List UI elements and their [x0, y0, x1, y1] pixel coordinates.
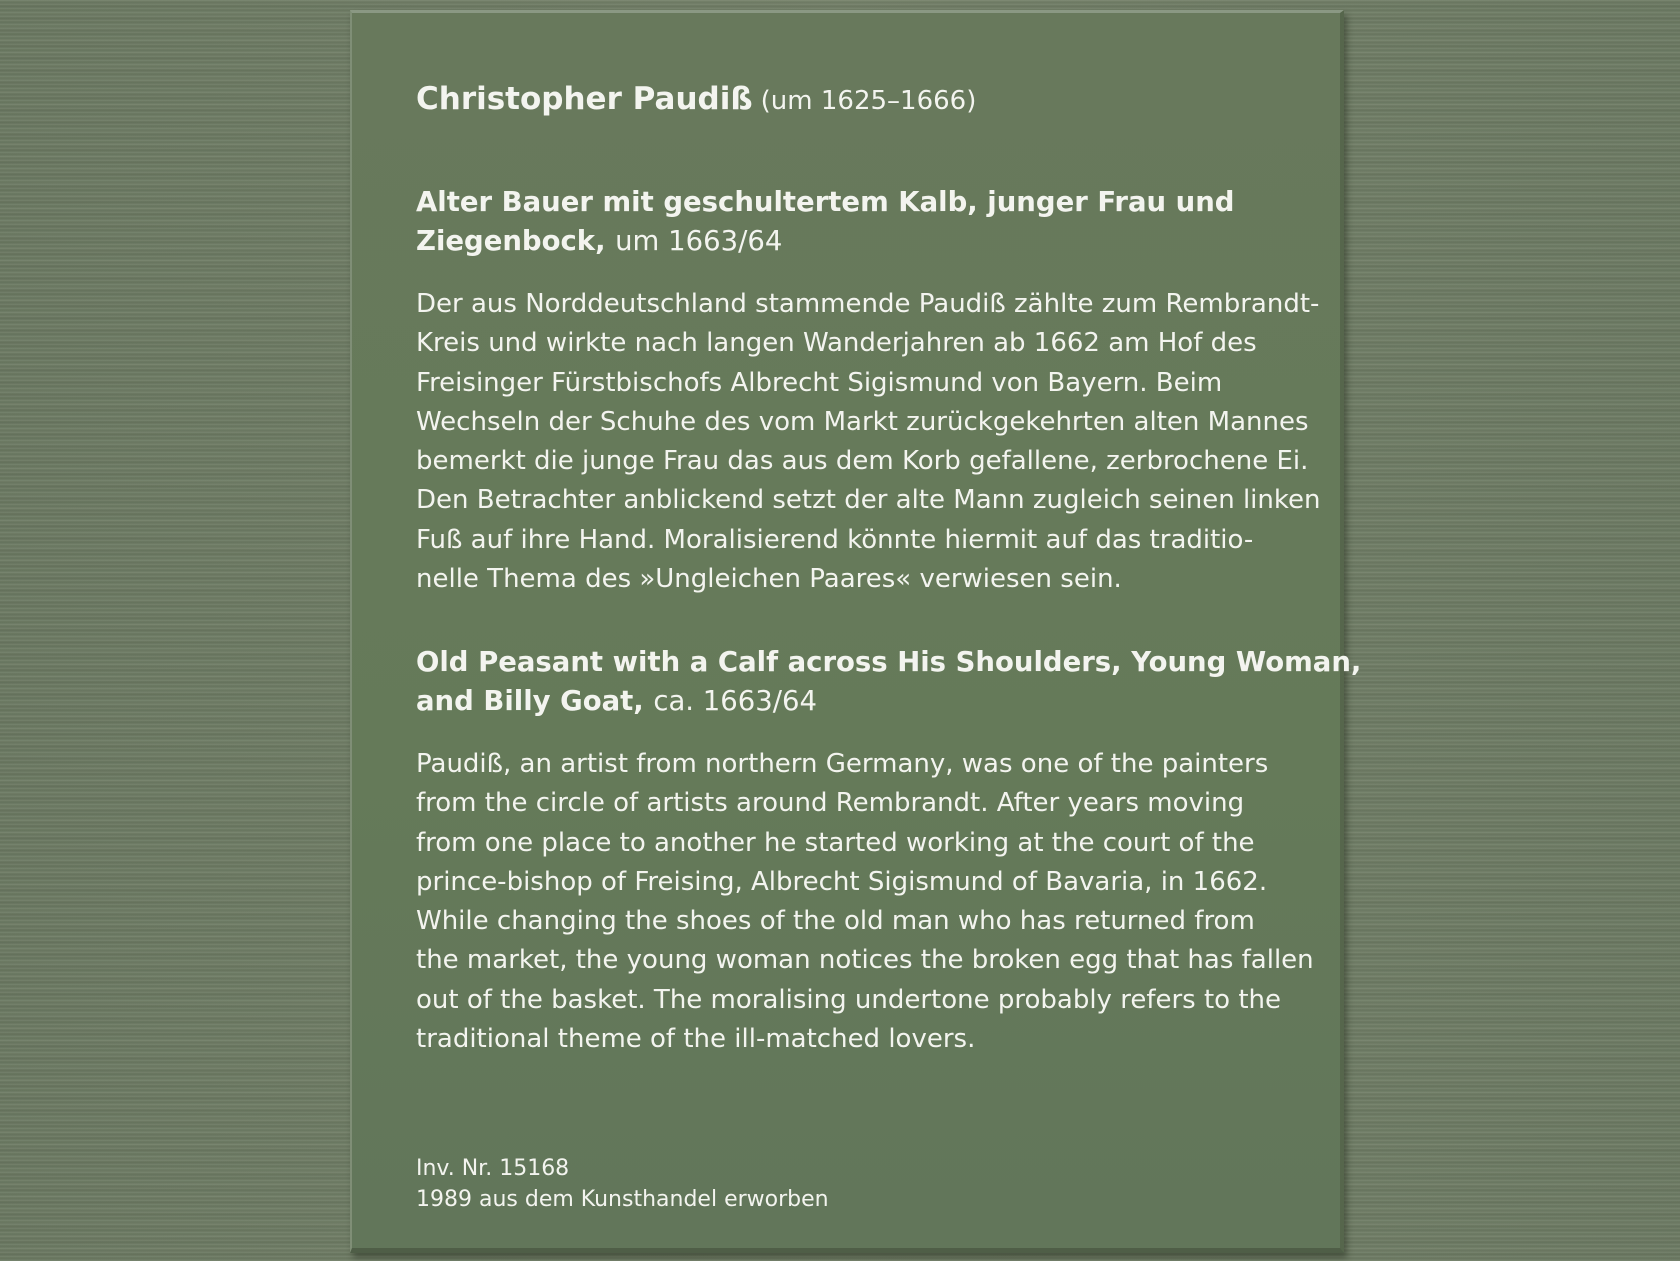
german-text-line: Kreis und wirkte nach langen Wanderjahren ab 1662 am Hof des	[416, 328, 1257, 359]
label-content	[416, 79, 1362, 1212]
english-title	[416, 643, 1362, 721]
museum-label-plaque	[350, 10, 1362, 1253]
english-text-line: the market, the young woman notices the broken egg that has fallen	[416, 945, 1314, 976]
german-text-line: Der aus Norddeutschland stammende Paudiß zählte zum Rembrandt-	[416, 289, 1320, 319]
german-text-line: Freisinger Fürstbischofs Albrecht Sigismund von Bayern. Beim	[416, 367, 1223, 398]
english-text-line: Paudiß, an artist from northern Germany, was one of the painters	[416, 749, 1269, 779]
english-text-line: from the circle of artists around Rembrandt. After years moving	[416, 788, 1245, 819]
english-text-line: traditional theme of the ill-matched lovers.	[416, 1024, 976, 1055]
english-description	[416, 745, 1314, 1059]
english-title-line: Old Peasant with a Calf across His Shoulders, Young Woman,	[416, 646, 1362, 678]
german-description	[416, 285, 1321, 599]
german-date: um 1663/64	[615, 225, 783, 257]
german-text-line: Den Betrachter anblickend setzt der alte Mann zugleich seinen linken	[416, 485, 1321, 516]
inventory-number: Inv. Nr. 15168	[416, 1156, 570, 1181]
label-footer	[416, 1153, 1296, 1215]
english-text-line: from one place to another he started working at the court of the	[416, 827, 1255, 858]
english-date: ca. 1663/64	[653, 685, 818, 717]
german-text-line: Fuß auf ihre Hand. Moralisierend könnte hiermit auf das traditio-	[416, 524, 1254, 555]
german-title-line: Alter Bauer mit geschultertem Kalb, junger Frau und	[416, 186, 1235, 218]
artist-name: Christopher Paudiß	[416, 81, 753, 117]
english-title-line: and Billy Goat,	[416, 685, 644, 717]
german-text-line: bemerkt die junge Frau das aus dem Korb gefallene, zerbrochene Ei.	[416, 446, 1309, 477]
english-text-line: While changing the shoes of the old man who has returned from	[416, 906, 1255, 937]
english-text-line: out of the basket. The moralising undertone probably refers to the	[416, 984, 1282, 1015]
german-title-line: Ziegenbock,	[416, 225, 606, 257]
german-title	[416, 183, 1296, 261]
artist-years: (um 1625–1666)	[760, 86, 977, 116]
german-text-line: nelle Thema des »Ungleichen Paares« verwiesen sein.	[416, 564, 1122, 595]
acquisition-note: 1989 aus dem Kunsthandel erworben	[416, 1187, 829, 1212]
german-text-line: Wechseln der Schuhe des vom Markt zurückgekehrten alten Mannes	[416, 406, 1309, 437]
artist-heading	[416, 79, 1296, 119]
english-text-line: prince-bishop of Freising, Albrecht Sigismund of Bavaria, in 1662.	[416, 866, 1268, 897]
